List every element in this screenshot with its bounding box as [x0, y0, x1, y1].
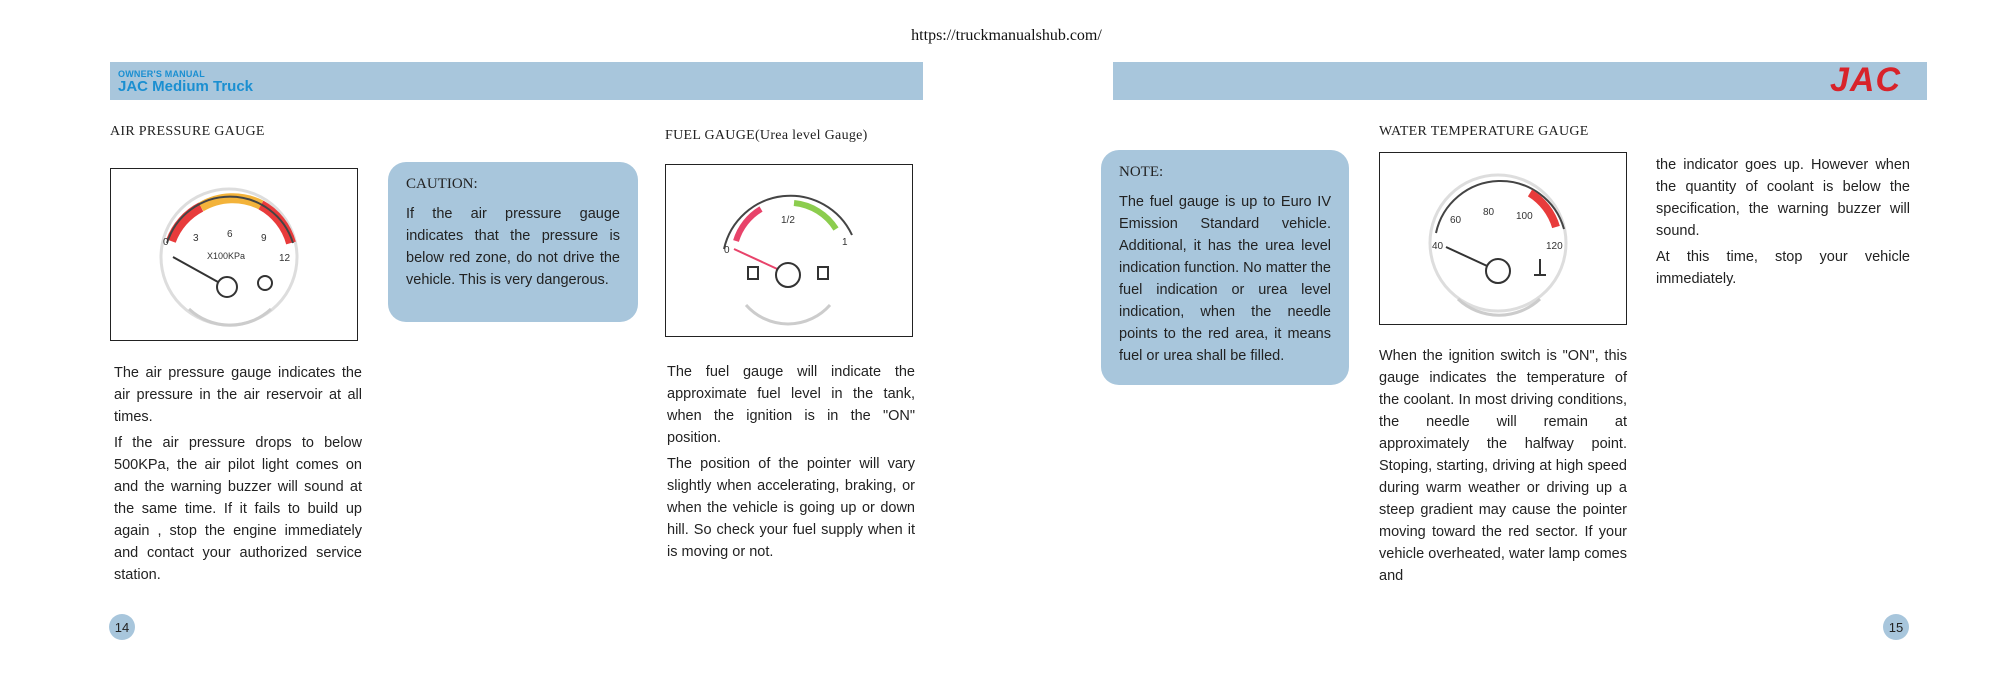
- water-temp-gauge-figure: [1379, 152, 1627, 325]
- caution-text: If the air pressure gauge indicates that the pressure is below red zone, do not drive the vehicle. This is very dangerous.: [406, 206, 620, 288]
- source-url: https://truckmanualshub.com/: [911, 27, 1102, 44]
- air-tick-6: 6: [227, 229, 233, 240]
- fuel-gauge-figure: [665, 164, 913, 337]
- fuel-tick-half: 1/2: [781, 215, 795, 226]
- continuation-paragraph-1: the indicator goes up. However when the quantity of coolant is below the specification, the warning buzzer will sound.: [1656, 157, 1910, 239]
- air-pressure-paragraph-2: If the air pressure drops to below 500KPa, the air pilot light comes on and the warning buzzer will sound at the same time. If it fails to build up again , stop the engine immediately and contact your authorized service station.: [114, 435, 362, 583]
- header-band-right: [1113, 62, 1927, 100]
- fuel-paragraph-1: The fuel gauge will indicate the approximate fuel level in the tank, when the ignition is in the "ON" position.: [667, 364, 915, 446]
- fuel-gauge-heading: FUEL GAUGE(Urea level Gauge): [665, 128, 868, 143]
- water-temp-text: [1379, 345, 1627, 591]
- fuel-gauge-text: [667, 361, 915, 567]
- air-pressure-text: [114, 362, 362, 590]
- air-pressure-gauge-icon: [111, 169, 357, 340]
- air-gauge-unit: X100KPa: [207, 251, 246, 261]
- continuation-paragraph-2: At this time, stop your vehicle immediately.: [1656, 249, 1910, 287]
- air-tick-9: 9: [261, 233, 267, 244]
- water-tick-120: 120: [1546, 241, 1563, 252]
- water-temp-paragraph: When the ignition switch is "ON", this gauge indicates the temperature of the coolant. In most driving conditions, the needle will remain at approximately the halfway point. Stoping, starting, driving at high speed during warm weather or driving up a steep gradient may cause the pointer moving toward the red sector. If your vehicle overheated, water lamp comes and: [1379, 348, 1627, 584]
- caution-title: CAUTION:: [406, 176, 478, 192]
- water-temp-heading: WATER TEMPERATURE GAUGE: [1379, 124, 1589, 139]
- note-callout: [1101, 150, 1349, 385]
- page-number-right: 15: [1883, 614, 1909, 640]
- note-title: NOTE:: [1119, 164, 1164, 180]
- fuel-tick-full: 1: [842, 237, 848, 248]
- air-tick-0: 0: [163, 237, 169, 248]
- caution-callout: [388, 162, 638, 322]
- fuel-paragraph-2: The position of the pointer will vary slightly when accelerating, braking, or when the vehicle is going up or down hill. So check your fuel supply when it is moving or not.: [667, 456, 915, 560]
- air-tick-12: 12: [279, 253, 291, 264]
- water-tick-40: 40: [1432, 241, 1444, 252]
- air-pressure-heading: AIR PRESSURE GAUGE: [110, 124, 265, 139]
- water-tick-100: 100: [1516, 211, 1533, 222]
- owners-manual-label: OWNER'S MANUAL: [118, 69, 205, 79]
- water-temp-gauge-icon: [1380, 153, 1626, 324]
- page-number-left: 14: [109, 614, 135, 640]
- note-text: The fuel gauge is up to Euro IV Emission Standard vehicle. Additional, it has the urea level indication function. No matter the fuel indication or urea level indication, when the needle points to the red area, it means fuel or urea shall be filled.: [1119, 194, 1331, 364]
- water-tick-60: 60: [1450, 215, 1462, 226]
- water-tick-80: 80: [1483, 207, 1495, 218]
- air-pressure-gauge-figure: [110, 168, 358, 341]
- fuel-gauge-icon: [666, 165, 912, 336]
- brand-logo: JAC: [1830, 61, 1902, 99]
- air-pressure-paragraph-1: The air pressure gauge indicates the air pressure in the air reservoir at all times.: [114, 365, 362, 425]
- continuation-text: [1656, 154, 1910, 294]
- fuel-tick-empty: 0: [724, 245, 730, 256]
- air-tick-3: 3: [193, 233, 199, 244]
- manual-title: JAC Medium Truck: [118, 78, 254, 95]
